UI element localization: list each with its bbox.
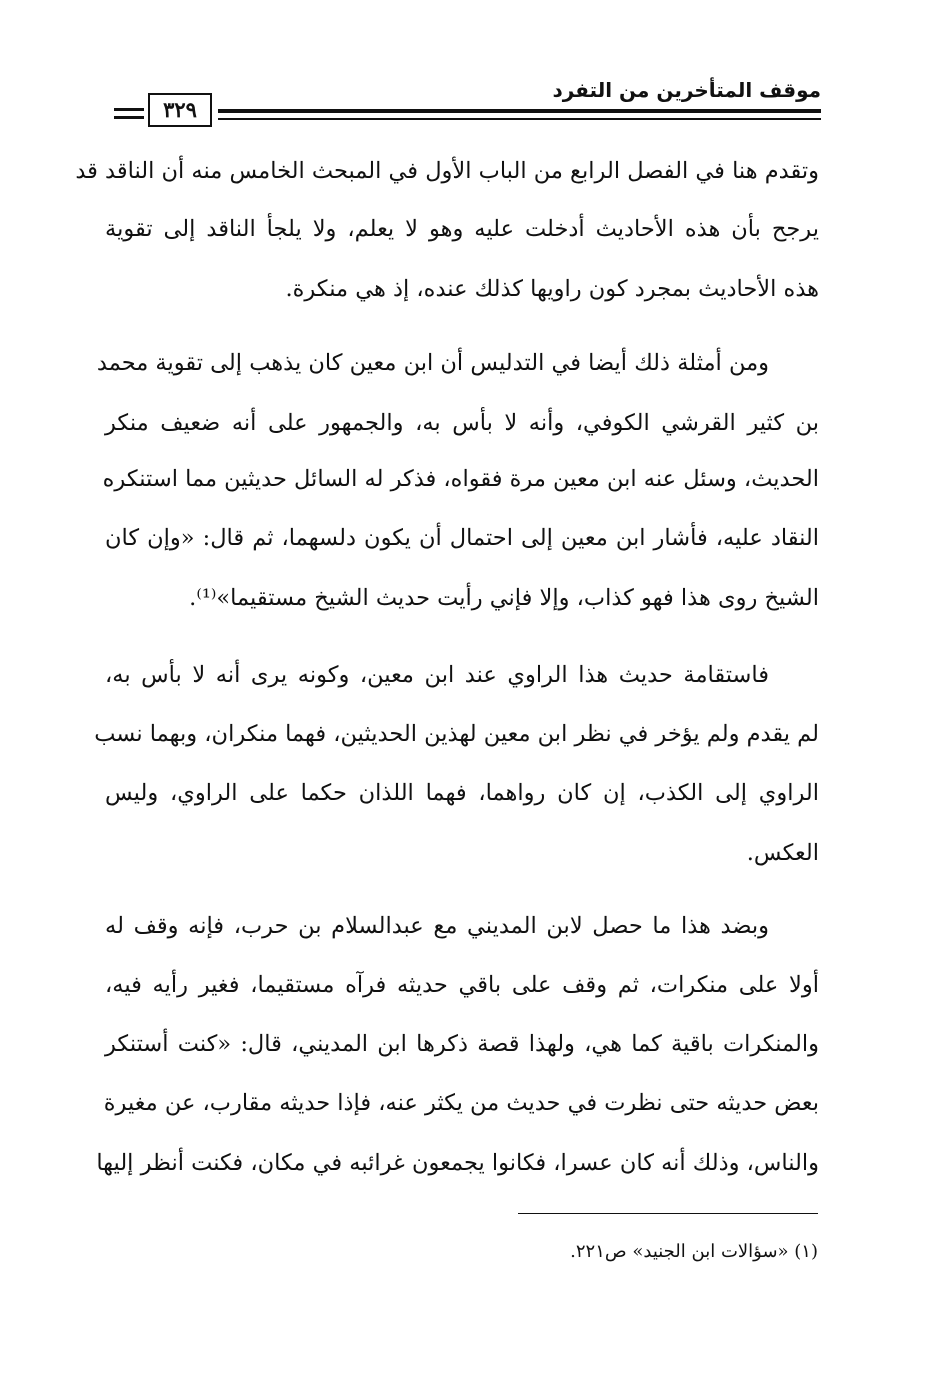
page-number: ٣٢٩ [148,93,212,127]
text-line: الشيخ روى هذا فهو كذاب، وإلا فإني رأيت حديث الشيخ مستقيما»⁽¹⁾. [189,585,819,611]
running-title: موقف المتأخرين من التفرد [552,78,821,102]
text-line: النقاد عليه، فأشار ابن معين إلى احتمال أن يكون دلسهما، ثم قال: «وإن كان [105,525,819,551]
text-line: والمنكرات باقية كما هي، ولهذا قصة ذكرها ابن المديني، قال: «كنت أستنكر [105,1031,819,1057]
text-line: لم يقدم ولم يؤخر في نظر ابن معين لهذين الحديثين، فهما منكران، وبهما نسب [94,721,819,747]
page-number-ornament-bottom [114,116,144,119]
text-line: الحديث، وسئل عنه ابن معين مرة فقواه، فذكر له السائل حديثين مما استنكره [102,466,819,492]
text-line: وبضد هذا ما حصل لابن المديني مع عبدالسلام بن حرب، فإنه وقف له [105,913,769,939]
text-line: والناس، وذلك أنه كان عسرا، فكانوا يجمعون غرائبه في مكان، فكنت أنظر إليها [96,1150,819,1176]
text-line: فاستقامة حديث هذا الراوي عند ابن معين، وكونه يرى أنه لا بأس به، [105,662,769,688]
header-rule-thick [218,109,821,113]
footnote-separator [518,1213,818,1214]
header-rule-thin [218,118,821,120]
text-line: أولا على منكرات، ثم وقف على باقي حديثه فرآه مستقيما، فغير رأيه فيه، [105,972,819,998]
text-line: يرجح بأن هذه الأحاديث أدخلت عليه وهو لا يعلم، ولا يلجأ الناقد إلى تقوية [105,216,819,242]
text-line: ومن أمثلة ذلك أيضا في التدليس أن ابن معين كان يذهب إلى تقوية محمد [96,350,769,376]
footnote: (١) «سؤالات ابن الجنيد» ص٢٢١. [570,1241,818,1262]
text-line: هذه الأحاديث بمجرد كون راويها كذلك عنده، إذ هي منكرة. [285,276,819,302]
page-number-ornament-top [114,108,144,111]
text-line: بن كثير القرشي الكوفي، وأنه لا بأس به، والجمهور على أنه ضعيف منكر [105,410,819,436]
text-line: العكس. [746,840,819,866]
text-line: بعض حديثه حتى نظرت في حديث من يكثر عنه، فإذا حديثه مقارب، عن مغيرة [103,1090,819,1116]
text-line: الراوي إلى الكذب، إن كان رواهما، فهما اللذان حكما على الراوي، وليس [105,780,819,806]
text-line: وتقدم هنا في الفصل الرابع من الباب الأول في المبحث الخامس منه أن الناقد قد [75,158,819,184]
